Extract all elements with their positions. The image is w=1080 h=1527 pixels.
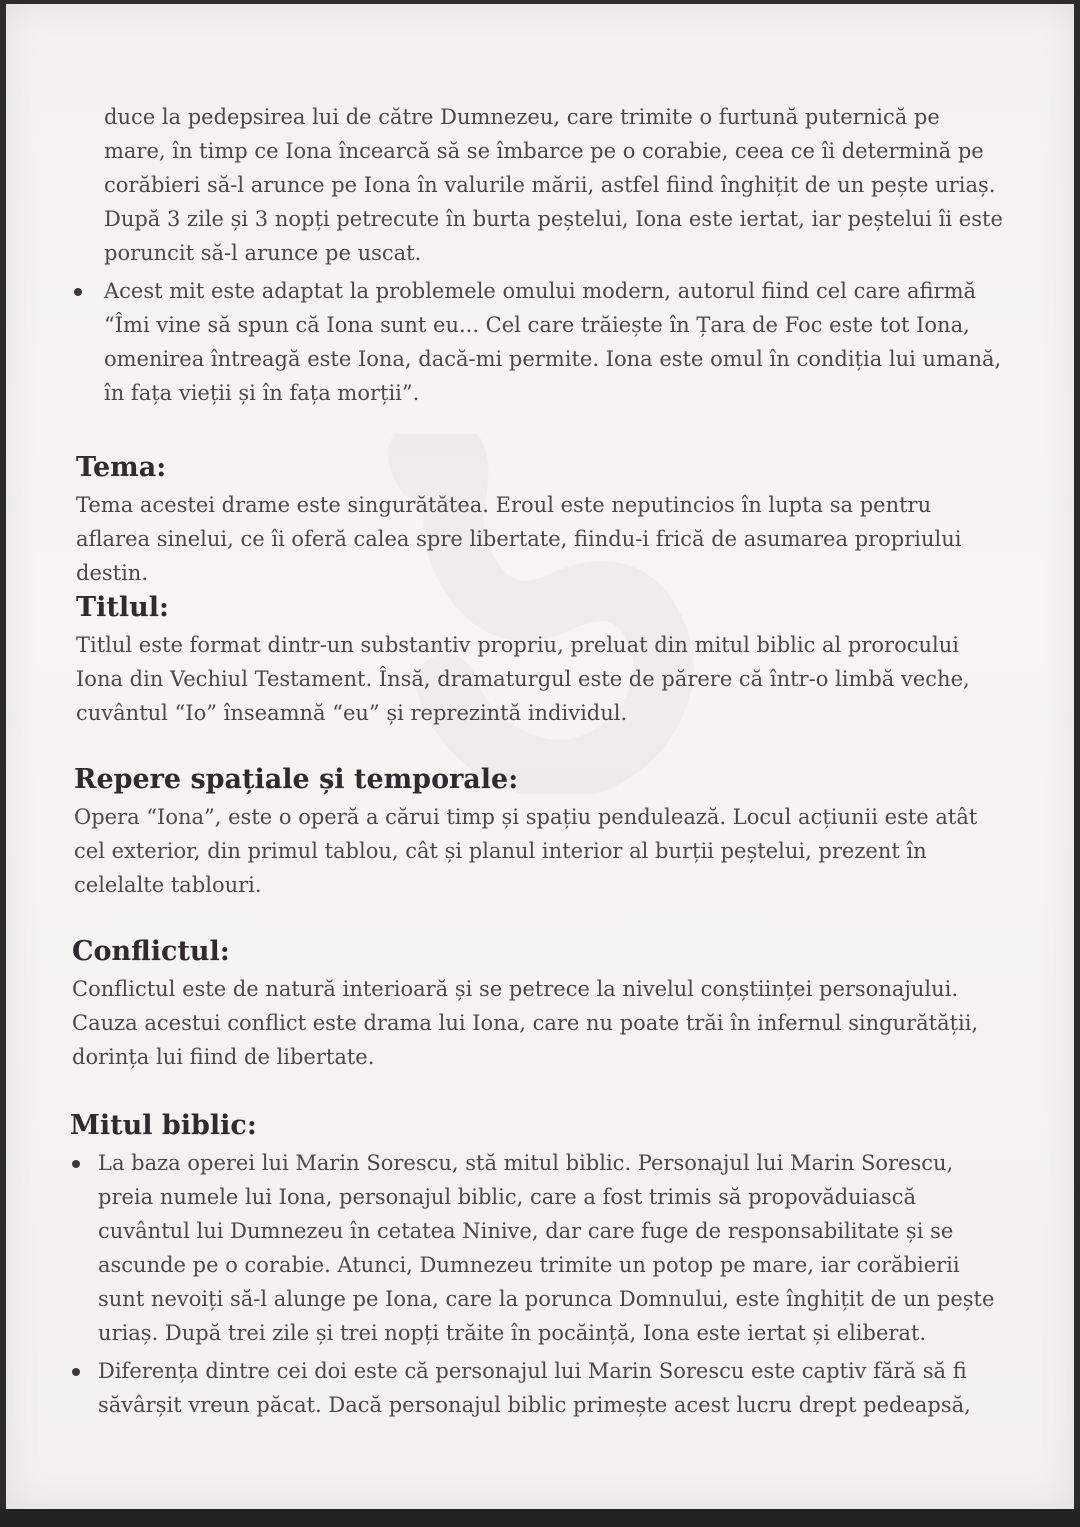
intro-section xyxy=(6,100,1074,410)
repere-heading: Repere spațiale și temporale: xyxy=(74,764,519,795)
document-page xyxy=(6,4,1074,1510)
list-item xyxy=(6,274,1074,410)
mitul-heading: Mitul biblic: xyxy=(70,1110,257,1141)
tema-text: Tema acestei drame este singurătătea. Eroul este neputincios în lupta sa pentru aflarea sinelui, ce îi oferă calea spre libertate, fiindu-i frică de asumarea propriului destin. xyxy=(76,493,962,585)
conflictul-heading: Conflictul: xyxy=(72,936,230,967)
repere-text: Opera “Iona”, este o operă a cărui timp și spațiu pendulează. Locul acțiunii este atât cel exterior, din primul tablou, cât și planul interior al burții peștelui, prezent în celelalte tablouri. xyxy=(74,805,978,897)
tema-section xyxy=(6,450,1074,590)
intro-bullet-text: Acest mit este adaptat la problemele omului modern, autorul fiind cel care afirmă “Îmi vine să spun că Iona sunt eu... Cel care trăiește în Țara de Foc este tot Iona, omenirea întreagă este Iona, dacă-mi permite. Iona este omul în condiția lui umană, în fața vieții și în fața morții”. xyxy=(104,279,1002,405)
bullet-icon xyxy=(72,1160,80,1168)
page-bottom-edge xyxy=(0,1509,1080,1527)
conflictul-section xyxy=(6,934,1074,1074)
titlul-heading: Titlul: xyxy=(76,592,169,623)
tema-heading: Tema: xyxy=(76,452,167,483)
intro-continuation-text: duce la pedepsirea lui de către Dumnezeu, care trimite o furtună puternică pe mare, în timp ce Iona încearcă să se îmbarce pe o corabie, ceea ce îi determină pe corăbieri să-l arunce pe Iona în valurile mării, astfel fiind înghițit de un pește uriaș. După 3 zile și 3 nopți petrecute în burta peștelui, Iona este iertat, iar peștelui îi este poruncit să-l arunce pe uscat. xyxy=(104,105,1003,265)
bullet-icon xyxy=(74,288,82,296)
list-item xyxy=(6,1354,1074,1422)
repere-section xyxy=(6,762,1074,902)
titlul-section xyxy=(6,590,1074,730)
titlul-text: Titlul este format dintr-un substantiv propriu, preluat din mitul biblic al prorocului Iona din Vechiul Testament. Însă, dramaturgul este de părere că într-o limbă veche, cuvântul “Io” înseamnă “eu” și reprezintă individul. xyxy=(76,633,970,725)
mitul-section xyxy=(6,1108,1074,1422)
mitul-bullet-list xyxy=(6,1146,1074,1422)
mitul-bullet-text-2: Diferența dintre cei doi este că personajul lui Marin Sorescu este captiv fără să fi săvârșit vreun păcat. Dacă personajul biblic primește acest lucru drept pedeapsă, xyxy=(98,1359,971,1417)
intro-bullet-list xyxy=(6,274,1074,410)
bullet-icon xyxy=(72,1368,80,1376)
mitul-bullet-text-1: La baza operei lui Marin Sorescu, stă mitul biblic. Personajul lui Marin Sorescu, preia numele lui Iona, personajul biblic, care a fost trimis să propovăduiască cuvântul lui Dumnezeu în cetatea Ninive, dar care fuge de responsabilitate și se ascunde pe o corabie. Atunci, Dumnezeu trimite un potop pe mare, iar corăbierii sunt nevoiți să-l alunge pe Iona, care la porunca Domnului, este înghițit de un pește uriaș. După trei zile și trei nopți trăite în pocăință, Iona este iertat și eliberat. xyxy=(98,1151,995,1345)
conflictul-text: Conflictul este de natură interioară și se petrece la nivelul conștiinței personajului. Cauza acestui conflict este drama lui Iona, care nu poate trăi în infernul singurătății, dorința lui fiind de libertate. xyxy=(72,977,979,1069)
list-item xyxy=(6,1146,1074,1350)
